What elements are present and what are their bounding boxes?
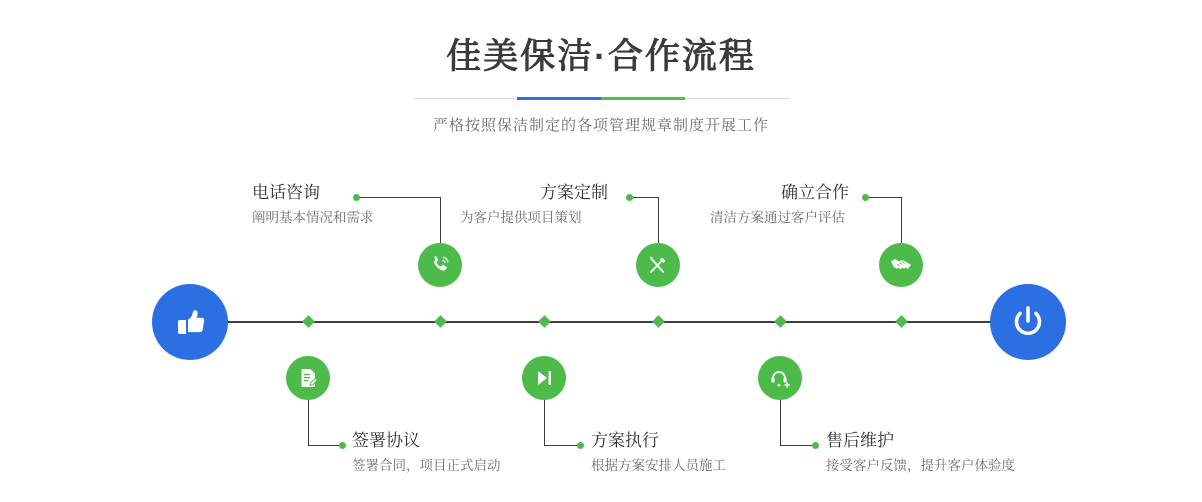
connector-3-vertical <box>658 197 659 243</box>
step-desc-4: 根据方案安排人员施工 <box>591 458 726 473</box>
step-desc-2: 签署合同，项目正式启动 <box>352 458 501 473</box>
step-title-5: 确立合作 <box>781 183 849 202</box>
axis-marker-1 <box>434 315 447 328</box>
step-label-2 <box>352 430 501 476</box>
connector-3-horizontal <box>630 197 658 198</box>
axis-marker-2 <box>302 315 315 328</box>
axis-marker-6 <box>774 315 787 328</box>
timeline <box>0 160 1202 500</box>
connector-dot-6 <box>812 442 819 449</box>
step-title-2: 签署协议 <box>352 431 420 450</box>
step-node-4[interactable] <box>522 356 566 400</box>
step-desc-6: 接受客户反馈，提升客户体验度 <box>826 458 1015 473</box>
connector-dot-2 <box>339 442 346 449</box>
step-label-6 <box>826 430 1015 476</box>
connector-2-vertical <box>308 400 309 445</box>
connector-1-vertical <box>440 197 441 243</box>
page-subtitle: 严格按照保洁制定的各项管理规章制度开展工作 <box>432 117 769 134</box>
divider-accent-green <box>601 97 685 100</box>
step-desc-1: 阐明基本情况和需求 <box>252 210 374 225</box>
axis-marker-3 <box>652 315 665 328</box>
step-node-5[interactable] <box>879 243 923 287</box>
phone-call-icon <box>428 253 452 277</box>
power-icon <box>1007 301 1049 343</box>
title-divider <box>414 97 789 100</box>
step-node-1[interactable] <box>418 243 462 287</box>
step-title-1: 电话咨询 <box>252 183 320 202</box>
timeline-end-node <box>990 284 1066 360</box>
connector-dot-3 <box>626 194 633 201</box>
step-label-3 <box>460 182 608 228</box>
connector-5-vertical <box>901 197 902 243</box>
connector-6-horizontal <box>780 445 815 446</box>
step-title-6: 售后维护 <box>826 431 894 450</box>
contract-sign-icon <box>296 366 320 390</box>
step-title-4: 方案执行 <box>591 431 659 450</box>
step-title-3: 方案定制 <box>540 183 608 202</box>
connector-2-horizontal <box>308 445 342 446</box>
step-node-3[interactable] <box>636 243 680 287</box>
axis-marker-4 <box>538 315 551 328</box>
handshake-icon <box>888 252 914 278</box>
connector-4-vertical <box>544 400 545 445</box>
connector-5-horizontal <box>866 197 901 198</box>
customer-service-icon <box>768 366 792 390</box>
thumbs-up-icon <box>170 302 210 342</box>
plan-design-icon <box>646 253 670 277</box>
connector-dot-4 <box>577 442 584 449</box>
step-node-6[interactable] <box>758 356 802 400</box>
step-label-1 <box>252 182 374 228</box>
execute-play-icon <box>532 366 556 390</box>
header <box>0 34 1202 135</box>
axis-marker-5 <box>895 315 908 328</box>
connector-4-horizontal <box>544 445 580 446</box>
step-node-2[interactable] <box>286 356 330 400</box>
divider-accent-blue <box>517 97 601 100</box>
connector-dot-5 <box>862 194 869 201</box>
page-title: 佳美保洁·合作流程 <box>446 37 756 76</box>
step-label-5 <box>710 182 849 228</box>
step-desc-3: 为客户提供项目策划 <box>460 210 582 225</box>
step-desc-5: 清洁方案通过客户评估 <box>710 210 845 225</box>
connector-6-vertical <box>780 400 781 445</box>
step-label-4 <box>591 430 726 476</box>
timeline-start-node <box>152 284 228 360</box>
